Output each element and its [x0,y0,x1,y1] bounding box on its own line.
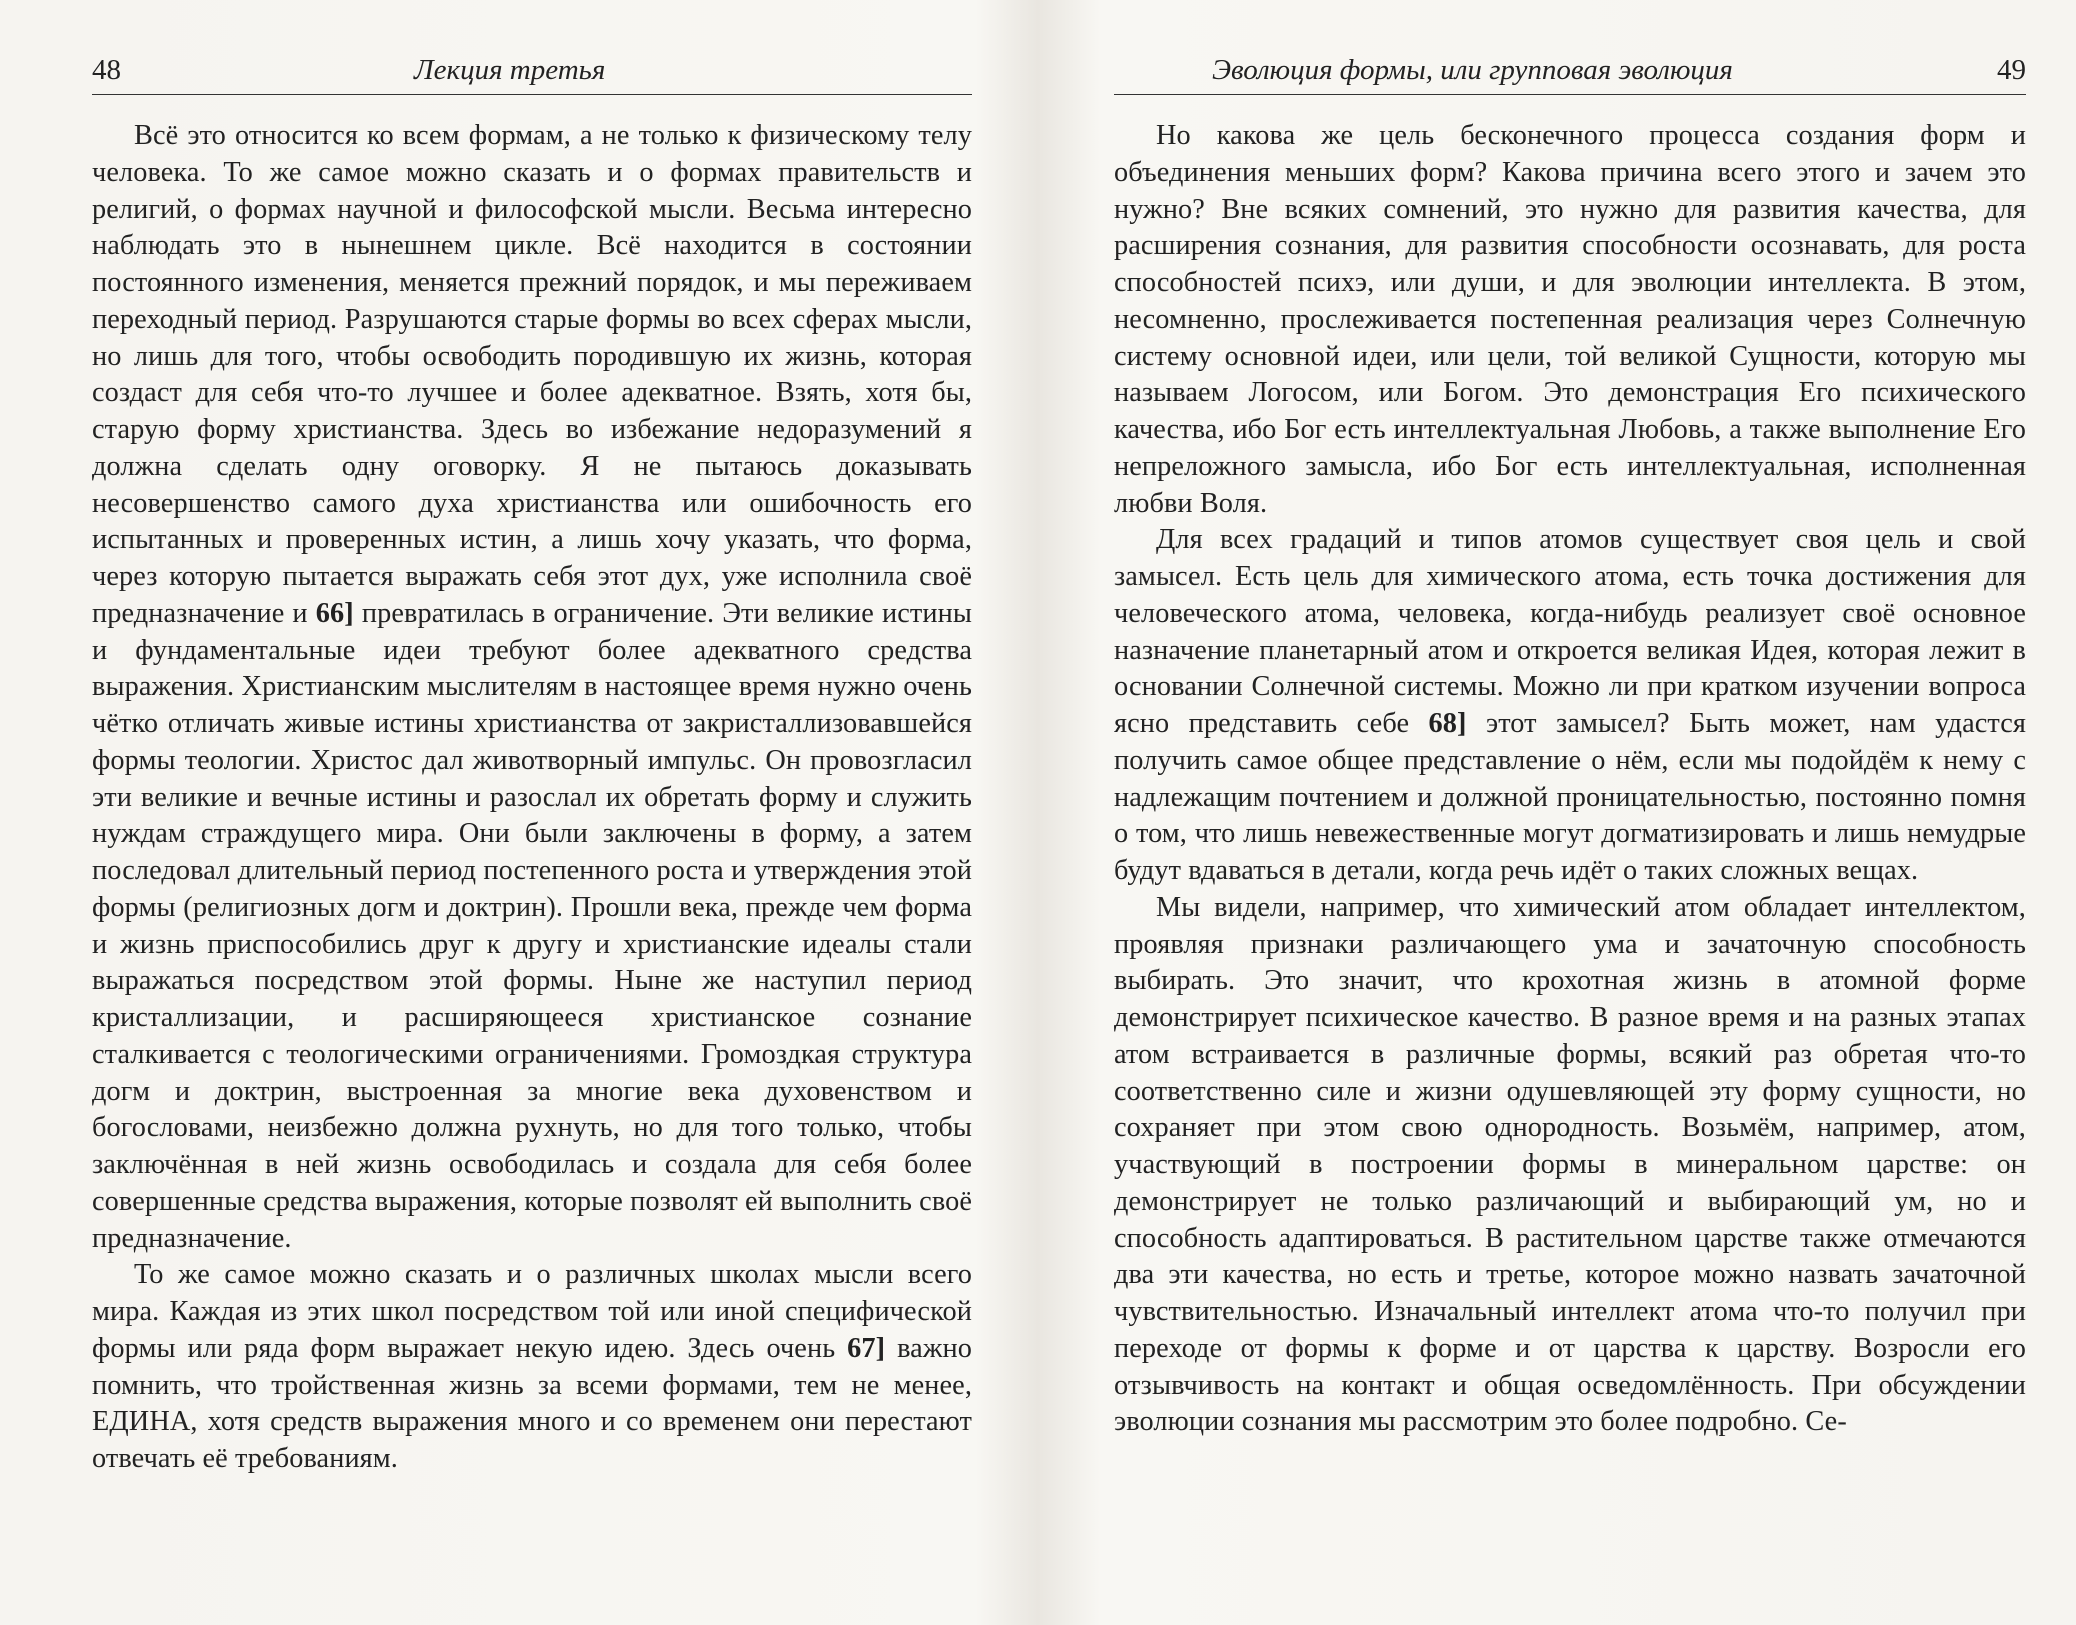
page-number: 49 [1997,54,2026,86]
paragraph [92,118,972,1257]
paragraph-text: Но какова же цель бесконечного процесса создания форм и объединения меньших форм? Какова причина всего этого и зачем это нужно? Вне всяких сомнений, это нужно для развития качества, для расширения сознания, для развития способности осознавать, для роста способностей психэ, или души, и для эволюции интеллекта. В этом, несомненно, прослеживается постепенная реализация через Солнечную систему основной идеи, или цели, той великой Сущности, которую мы называем Логосом, или Богом. Это демонстрация Его психического качества, ибо Бог есть интеллектуальная Любовь, а также выполнение Его непреложного замысла, ибо Бог есть интеллектуальная, исполненная любви Воля. [1114,120,2026,519]
paragraph-text: превратилась в ограничение. Эти великие истины и фундаментальные идеи требуют более адекватного средства выражения. Христианским мыслителям в настоящее время нужно очень чётко отличать живые истины христианства от закристаллизовавшейся формы теологии. Христос дал животворный импульс. Он провозгласил эти великие и вечные истины и разослал их обретать форму и служить нуждам страждущего мира. Они были заключены в форму, а затем последовал длительный период постепенного роста и утверждения этой формы (религиозных догм и доктрин). Прошли века, прежде чем форма и жизнь приспособились друг к другу и христианские идеалы стали выражаться посредством этой формы. Ныне же наступил период кристаллизации, и расширяющееся христианское сознание сталкивается с теологическими ограничениями. Громоздкая структура догм и доктрин, выстроенная за многие века духовенством и богословами, неизбежно должна рухнуть, но для того только, чтобы заключённая в ней жизнь освободилась и создала для себя более совершенные средства выражения, которые позволят ей выполнить своё предназначение. [92,597,972,1254]
right-page-body [1114,118,2026,1441]
paragraph-text: Для всех градаций и типов атомов существует своя цель и свой замысел. Есть цель для химического атома, есть точка достижения для человеческого атома, человека, когда-нибудь реализует своё основное назначение планетарный атом и откроется великая Идея, которая лежит в основании Солнечной системы. Можно ли при кратком изучении вопроса ясно представить себе [1114,524,2026,739]
running-title: Лекция третья [414,54,606,86]
paragraph-text: важно помнить, что тройственная жизнь за всеми формами, тем не менее, ЕДИНА, хотя средств выражения много и со временем они перестают отвечать её требованиям. [92,1332,972,1474]
running-title: Эволюция формы, или групповая эволюция [1212,54,1733,86]
paragraph [1114,118,2026,522]
page-marker: 68] [1428,708,1467,739]
paragraph [1114,522,2026,890]
left-page-body [92,118,972,1478]
paragraph-text: Всё это относится ко всем формам, а не только к физическому телу человека. То же самое можно сказать и о формах правительств и религий, о формах научной и философской мысли. Весьма интересно наблюдать это в нынешнем цикле. Всё находится в состоянии постоянного изменения, меняется прежний порядок, и мы переживаем переходный период. Разрушаются старые формы во всех сферах мысли, но лишь для того, чтобы освободить породившую их жизнь, которая создаст для себя что-то лучшее и более адекватное. Взять, хотя бы, старую форму христианства. Здесь во избежание недоразумений я должна сделать одну оговорку. Я не пытаюсь доказывать несовершенство самого духа христианства или ошибочность его испытанных и проверенных истин, а лишь хочу указать, что форма, через которую пытается выражать себя этот дух, уже исполнила своё предназначение и [92,120,972,629]
paragraph-text: этот замысел? Быть может, нам удастся получить самое общее представление о нём, если мы подойдём к нему с надлежащим почтением и должной проницательностью, постоянно помня о том, что лишь невежественные могут догматизировать и лишь немудрые будут вдаваться в детали, когда речь идёт о таких сложных вещах. [1114,708,2026,886]
paragraph [1114,890,2026,1441]
page-number: 48 [92,54,121,86]
right-page-header [1114,50,2026,95]
page-marker: 67] [847,1332,886,1364]
right-page [1038,0,2076,1625]
paragraph [92,1257,972,1478]
page-marker: 66] [315,597,354,629]
paragraph-text: Мы видели, например, что химический атом обладает интеллектом, проявляя признаки различающего ума и зачаточную способность выбирать. Это значит, что крохотная жизнь в атомной форме демонстрирует психическое качество. В разное время и на разных этапах атом встраивается в различные формы, всякий раз обретая что-то соответственно силе и жизни одушевляющей эту форму сущности, но сохраняет при этом свою однородность. Возьмём, например, атом, участвующий в построении формы в минеральном царстве: он демонстрирует не только различающий и выбирающий ум, но и способность адаптироваться. В растительном царстве также отмечаются два эти качества, но есть и третье, которое можно назвать зачаточной чувствительностью. Изначальный интеллект атома что-то получил при переходе от формы к форме и от царства к царству. Возросли его отзывчивость на контакт и общая осведомлённость. При обсуждении эволюции сознания мы рассмотрим это более подробно. Се- [1114,891,2026,1438]
left-page-header [92,50,972,95]
paragraph-text: То же самое можно сказать и о различных школах мысли всего мира. Каждая из этих школ посредством той или иной специфической формы или ряда форм выражает некую идею. Здесь очень [92,1259,972,1364]
